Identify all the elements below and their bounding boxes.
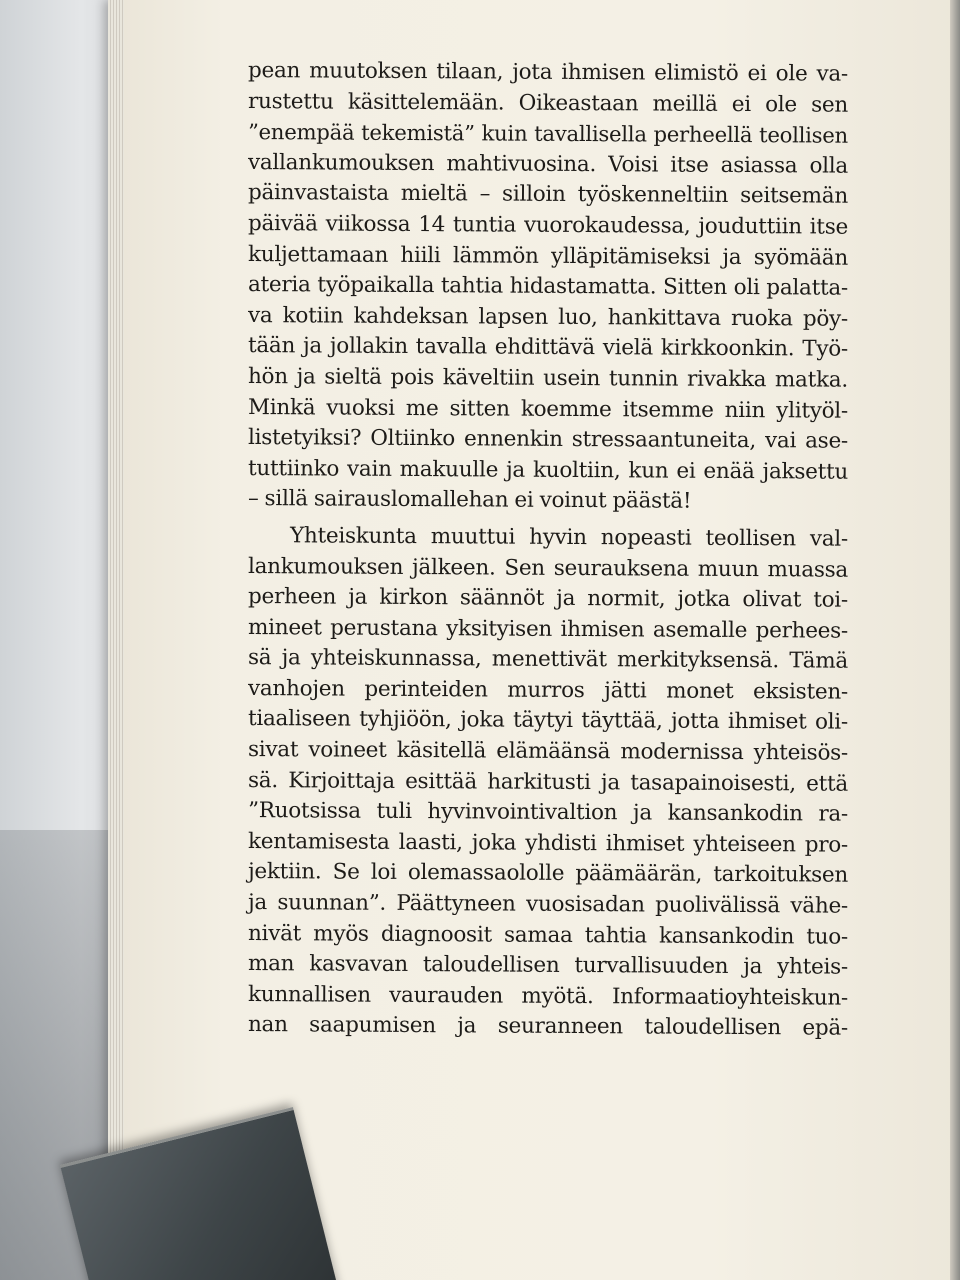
text-line: Minkä vuoksi me sitten koemme itsemme niin ylityöl- (247, 394, 849, 424)
text-line: pean muutoksen tilaan, jota ihmisen elimistö ei ole va- (247, 58, 849, 87)
text-line: listetyiksi? Oltiinko ennenkin stressaantuneita, vai ase- (247, 425, 849, 454)
text-line: nivät myös diagnoosit samaa tahtia kansankodin tuo- (247, 920, 849, 950)
text-line: sä. Kirjoittaja esittää harkitusti ja tasapainoisesti, että (247, 767, 849, 797)
text-line: ateria työpaikalla tahtia hidastamatta. Sitten oli palatta- (247, 272, 849, 301)
text-line: sä ja yhteiskunnassa, menettivät merkityksensä. Tämä (247, 645, 849, 674)
text-line: man kasvavan taloudellisen turvallisuuden ja yhteis- (247, 951, 849, 980)
text-line: nan saapumisen ja seuranneen taloudellisen epä- (247, 1012, 849, 1042)
text-line: jektiin. Se loi olemassaololle päämäärän, tarkoituksen (247, 859, 849, 889)
paragraph-2 (248, 521, 848, 1041)
text-line: ”Ruotsissa tuli hyvinvointivaltion ja kansankodin ra- (247, 798, 849, 827)
page-text (248, 56, 848, 1041)
paragraph-1 (248, 56, 848, 515)
text-line: kuljettamaan hiili lämmön ylläpitämiseksi ja syömään (247, 241, 849, 271)
text-line: rustettu käsittelemään. Oikeastaan meillä ei ole sen (247, 88, 849, 118)
text-line: perheen ja kirkon säännöt ja normit, jotka olivat toi- (247, 584, 849, 613)
text-line: vanhojen perinteiden murros jätti monet eksisten- (247, 675, 849, 705)
text-line: päinvastaista mieltä – silloin työskenneltiin seitsemän (247, 180, 849, 210)
text-line: tuttiinko vain makuulle ja kuoltiin, kun ei enää jaksettu (247, 455, 849, 485)
text-line: ja suunnan”. Päättyneen vuosisadan puolivälissä vähe- (247, 890, 849, 919)
text-line: tiaaliseen tyhjiöön, joka täytyi täyttää, jotta ihmiset oli- (247, 706, 849, 736)
text-line: hön ja sieltä pois käveltiin usein tunnin rivakka matka. (247, 363, 849, 393)
text-line: – sillä sairauslomallehan ei voinut päästä! (247, 486, 692, 515)
page-right-edge (950, 0, 960, 1280)
text-line: vallankumouksen mahtivuosina. Voisi itse asiassa olla (247, 149, 849, 179)
text-line: ”enempää tekemistä” kuin tavallisella perheellä teollisen (247, 119, 849, 148)
text-line: va kotiin kahdeksan lapsen luo, hankittava ruoka pöy- (247, 302, 849, 332)
text-line: päivää viikossa 14 tuntia vuorokaudessa, jouduttiin itse (247, 210, 849, 240)
text-line: Yhteiskunta muuttui hyvin nopeasti teollisen val- (289, 523, 849, 552)
text-line: kentamisesta laasti, joka yhdisti ihmiset yhteiseen pro- (247, 828, 849, 858)
text-line: sivat voineet käsitellä elämäänsä modernissa yhteisös- (247, 737, 849, 766)
text-line: mineet perustana yksityisen ihmisen asemalle perhees- (247, 614, 849, 644)
text-line: tään ja jollakin tavalla ehdittävä vielä kirkkoonkin. Työ- (247, 333, 849, 363)
text-line: kunnallisen vaurauden myötä. Informaatioyhteiskun- (247, 981, 849, 1011)
text-line: lankumouksen jälkeen. Sen seurauksena muun muassa (247, 553, 849, 583)
